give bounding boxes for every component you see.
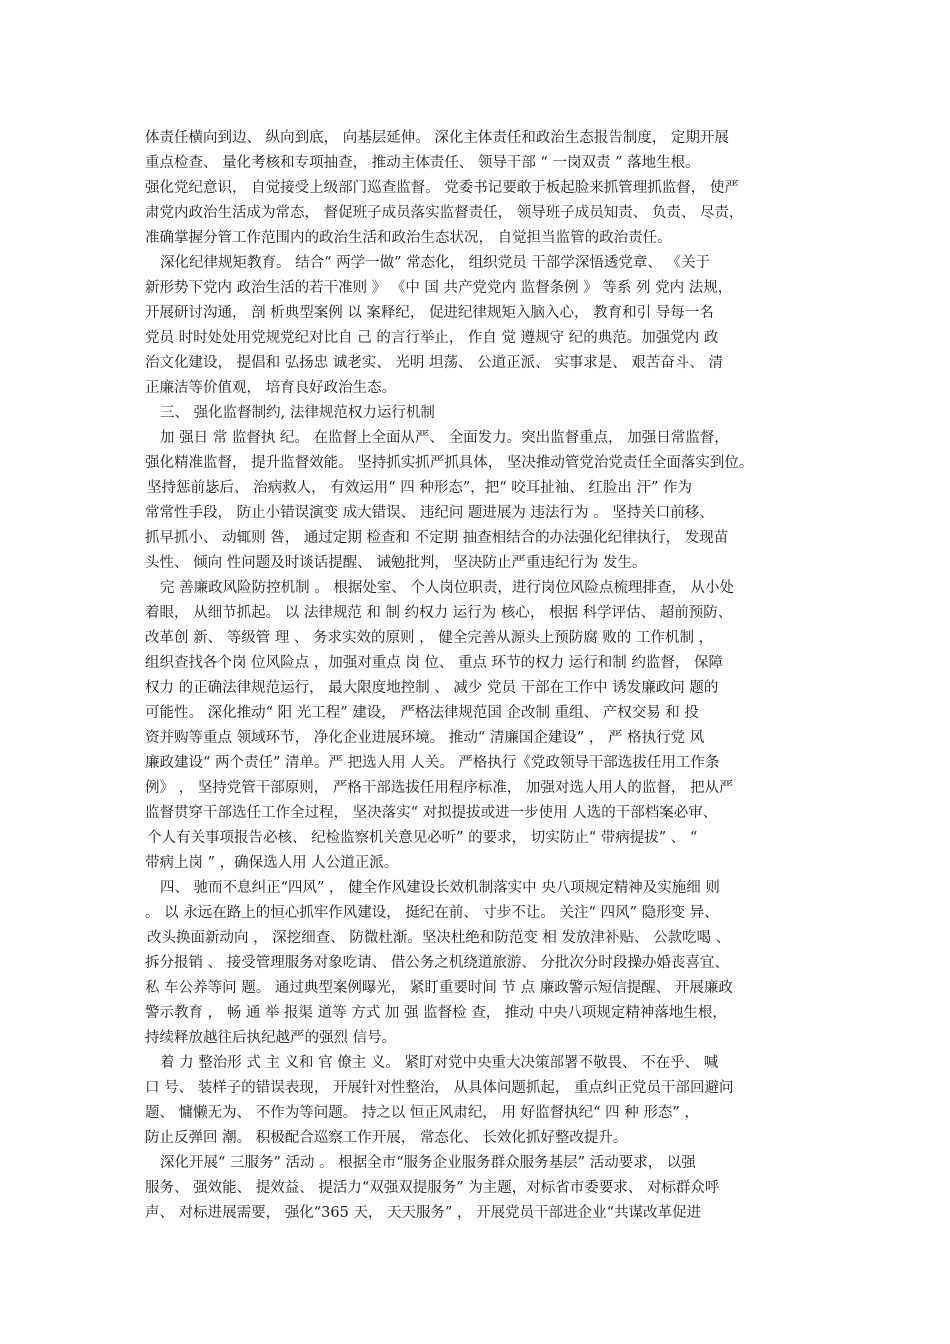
section-heading: 三、 强化监督制约, 法律规范权力运行机制 <box>160 405 435 421</box>
text-line: 着眼， 从细节抓起。 以 法律规范 和 制 约权力 运行为 核心， 根据 科学评估、 超前预防、 <box>145 605 733 621</box>
text-line: 资并购等重点 领域环节， 净化企业进展环境。 推动“ 清廉国企建设” ， 严 格执行党 风 <box>145 730 705 746</box>
text-line: 持续释放越往后执纪越严的强烈 信号。 <box>145 1030 397 1046</box>
text-line: 改革创 新、 等级管 理 、 务求实效的原则 ， 健全完善从源头上预防腐 败的 工作机制 ， <box>145 630 714 646</box>
text-line: 深化开展“ 三服务” 活动 。 根据全市“服务企业服务群众服务基层” 活动要求， 以强 <box>160 1155 696 1171</box>
text-line: 正廉洁等价值观， 培育良好政治生态。 <box>145 380 397 396</box>
text-line: 服务、 强效能、 提效益、 提活力“双强双提服务” 为主题，对标省市委要求、 对标群众呼 <box>145 1180 720 1196</box>
text-line: 廉政建设“ 两个责任” 清单。严 把选人用 人关。 严格执行《党政领导干部选拔任用工作条 <box>145 755 720 771</box>
text-line: 加 强日 常 监督执 纪。 在监督上全面从严、 全面发力。突出监督重点， 加强日常监督， <box>160 430 729 446</box>
text-line: 个人有关事项报告必核、 纪检监察机关意见必听” 的要求， 切实防止“ 带病提拔” 、 “ <box>147 830 698 846</box>
text-line: 新形势下党内 政治生活的若干准则 》 《中 国 共产党党内 监督条例 》 等系 列 党内 法规， <box>145 280 733 296</box>
text-line: 抓早抓小、 动辄则 咎， 通过定期 检查和 不定期 抽查相结合的办法强化纪律执行， 发现苗 <box>145 530 729 546</box>
text-line: 防止反弹回 潮。 积极配合巡察工作开展， 常态化、 长效化抓好整改提升。 <box>145 1130 628 1146</box>
text-line: 准确掌握分管工作范围内的政治生活和政治生态状况， 自觉担当监管的政治责任。 <box>145 230 672 246</box>
text-line: 题、 慵懒无为、 不作为等问题。 持之以 恒正风肃纪， 用 好监督执纪“ 四 种 形态” ， <box>145 1105 699 1121</box>
text-line: 强化精准监督， 提升监督效能。 坚持抓实抓严抓具体， 坚决推动管党治党责任全面落实到位。 <box>145 455 754 471</box>
section-heading: 四、 驰而不息纠正“四风” ， 健全作风建设长效机制落实中 央八项规定精神及实施细 则 <box>160 880 720 896</box>
text-line: 头性、 倾向 性问题及时谈话提醒、 诫勉批判， 坚决防止严重违纪行为 发生。 <box>145 555 647 571</box>
text-line: 权力 的正确法律规范运行， 最大限度地控制 、 减少 党员 干部在工作中 诱发廉政问 题的 <box>145 680 719 696</box>
text-line: 常常性手段， 防止小错误演变 成大错误、 违纪问 题进展为 违法行为 。 坚持关口前移、 <box>145 505 714 521</box>
text-line: 可能性。 深化推动“ 阳 光工程” 建设， 严格法律规范国 企改制 重组、 产权交易 和 投 <box>145 705 699 721</box>
text-line: 党员 时时处处用党规党纪对比自 己 的言行举止， 作自 觉 遵规守 纪的典范。加强党内 政 <box>145 330 719 346</box>
text-line: 肃党内政治生活成为常态， 督促班子成员落实监督责任， 领导班子成员知责、 负责、 尽责， <box>145 205 744 221</box>
text-line: 私 车公养等问 题。 通过典型案例曝光， 紧盯重要时间 节 点 廉政警示短信提醒、 开展廉政 <box>145 980 733 996</box>
text-line: 开展研讨沟通， 剖 析典型案例 以 案释纪， 促进纪律规矩入脑入心， 教育和引 导每一名 <box>145 305 714 321</box>
text-line: 监督贯穿干部选任工作全过程， 坚决落实“ 对拟提拔或进一步使用 人选的干部档案必审、 <box>145 805 718 821</box>
text-line: 警示教育 ， 畅 通 举 报渠 道等 方式 加 强 监督检 查， 推动 中央八项规定精神落地生根， <box>145 1005 727 1021</box>
text-line: 例》 ， 坚持党管干部原则， 严格干部选拔任用程序标准， 加强对选人用人的监督， 把从严 <box>145 780 734 796</box>
text-line: 拆分报销 、 接受管理服务对象吃请、 借公务之机绕道旅游、 分批次分时段操办婚丧喜宜、 <box>145 955 729 971</box>
text-line: 深化纪律规矩教育。 结合“ 两学一做” 常态化， 组织党员 干部学深悟透党章、 《关于 <box>160 255 710 271</box>
text-line: 着 力 整治形 式 主 义和 官 僚主 义。 紧盯对党中央重大决策部署不敬畏、 不在乎、 喊 <box>160 1055 719 1071</box>
text-line: 组织查找各个岗 位风险点 ，加强对重点 岗 位、 重点 环节的权力 运行和制 约监督， 保障 <box>145 655 723 671</box>
text-line: 声、 对标进展需要， 强化“365 天， 天天服务” ， 开展党员干部进企业“共谋改革促进 <box>145 1205 702 1221</box>
text-line: 。 以 永远在路上的恒心抓牢作风建设， 挺纪在前、 寸步不让。 关注“ 四风” 隐形变 异、 <box>145 905 719 921</box>
text-line: 治文化建设， 提倡和 弘扬忠 诚老实、 光明 坦荡、 公道正派、 实事求是、 艰苦奋斗、 清 <box>145 355 723 371</box>
text-line: 改头换面新动向 ， 深挖细查、 防微杜渐。坚决杜绝和防范变 相 发放津补贴、 公款吃喝 、 <box>147 930 731 946</box>
text-line: 体责任横向到边、 纵向到底， 向基层延伸。 深化主体责任和政治生态报告制度， 定期开展 <box>145 130 729 146</box>
text-line: 完 善廉政风险防控机制 。 根据处室、 个人岗位职责，进行岗位风险点梳理排查， 从小处 <box>160 580 735 596</box>
text-line: 坚持惩前毖后、 治病救人， 有效运用“ 四 种形态”，把“ 咬耳扯袖、 红脸出 汗” 作为 <box>147 480 693 496</box>
text-line: 带病上岗 ” ，确保选人用 人公道正派。 <box>145 855 399 871</box>
text-line: 口 号、 装样子的错误表现， 开展针对性整治， 从具体问题抓起， 重点纠正党员干部回避问 <box>145 1080 734 1096</box>
text-line: 重点检查、 量化考核和专项抽查， 推动主体责任、 领导干部 “ 一岗双责 ” 落地生根。 <box>145 155 700 171</box>
text-line: 强化党纪意识， 自觉接受上级部门巡查监督。 党委书记要敢于板起脸来抓管理抓监督， 使严 <box>145 180 739 196</box>
